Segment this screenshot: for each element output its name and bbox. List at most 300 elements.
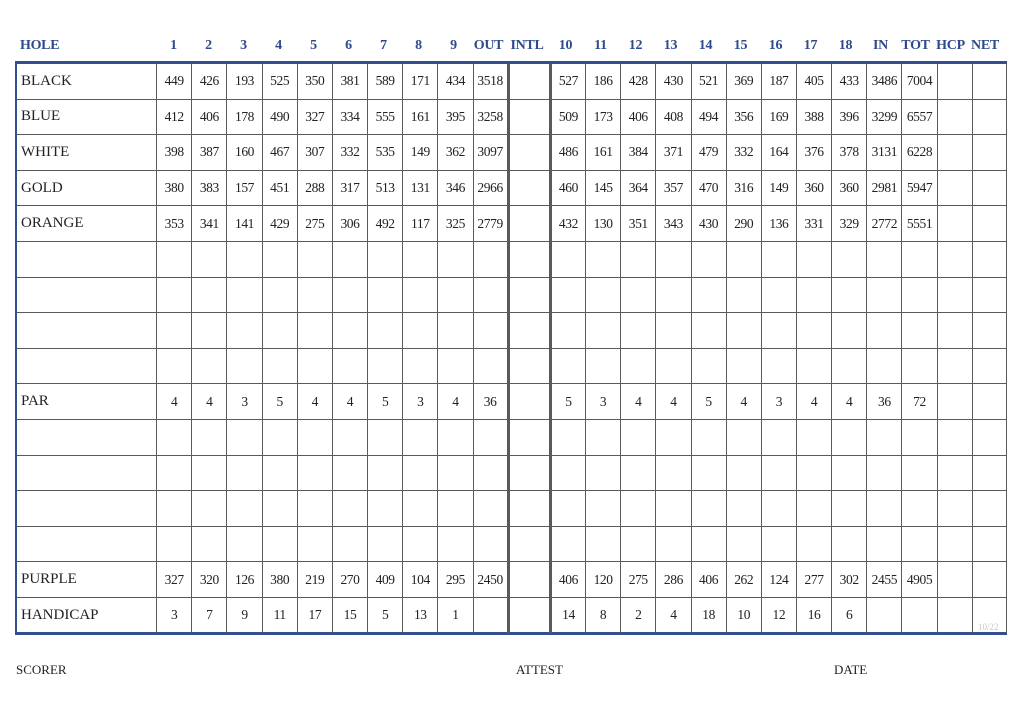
score-cell[interactable]	[508, 562, 550, 598]
score-cell[interactable]	[832, 277, 867, 313]
row-label[interactable]	[16, 455, 157, 491]
score-cell[interactable]	[262, 313, 297, 349]
row-label[interactable]	[16, 348, 157, 384]
score-cell[interactable]	[796, 277, 831, 313]
score-cell[interactable]	[726, 348, 761, 384]
row-label[interactable]	[16, 313, 157, 349]
score-cell[interactable]	[403, 419, 438, 455]
score-cell[interactable]	[726, 241, 761, 277]
score-cell[interactable]	[796, 419, 831, 455]
header-17: 17	[803, 38, 818, 53]
score-cell[interactable]	[937, 491, 972, 527]
score-cell: 3	[403, 384, 438, 420]
score-cell[interactable]	[473, 313, 508, 349]
score-cell[interactable]	[691, 348, 726, 384]
score-cell[interactable]	[621, 277, 656, 313]
score-cell: 331	[796, 206, 831, 242]
score-cell: 486	[550, 135, 585, 171]
score-cell[interactable]	[902, 313, 937, 349]
score-cell[interactable]	[438, 491, 473, 527]
score-cell[interactable]	[726, 491, 761, 527]
score-cell: 302	[832, 562, 867, 598]
score-cell[interactable]	[586, 419, 621, 455]
score-cell[interactable]	[368, 419, 403, 455]
score-cell[interactable]	[972, 170, 1006, 206]
score-cell[interactable]	[867, 277, 902, 313]
score-cell: 193	[227, 64, 262, 99]
score-cell[interactable]	[937, 348, 972, 384]
score-cell[interactable]	[902, 419, 937, 455]
score-cell: 509	[550, 99, 585, 135]
score-cell[interactable]	[586, 526, 621, 562]
score-cell: 290	[726, 206, 761, 242]
score-cell[interactable]	[656, 455, 691, 491]
score-cell[interactable]	[438, 348, 473, 384]
score-cell[interactable]	[297, 491, 332, 527]
score-cell[interactable]	[508, 64, 550, 99]
header-10: 10	[558, 38, 573, 53]
score-cell[interactable]	[902, 348, 937, 384]
score-cell[interactable]	[832, 526, 867, 562]
score-cell[interactable]	[473, 241, 508, 277]
score-cell[interactable]	[192, 277, 227, 313]
score-cell[interactable]	[902, 491, 937, 527]
score-cell[interactable]	[726, 277, 761, 313]
score-cell: 4	[157, 384, 192, 420]
row-label[interactable]	[16, 491, 157, 527]
score-cell[interactable]	[656, 313, 691, 349]
score-cell[interactable]	[867, 348, 902, 384]
score-cell[interactable]	[972, 419, 1006, 455]
score-cell: 467	[262, 135, 297, 171]
score-cell[interactable]	[832, 313, 867, 349]
score-cell[interactable]	[937, 455, 972, 491]
score-cell: 5	[550, 384, 585, 420]
score-cell: 5	[368, 597, 403, 632]
score-cell[interactable]	[726, 455, 761, 491]
score-cell[interactable]	[508, 313, 550, 349]
score-cell[interactable]	[297, 419, 332, 455]
score-cell[interactable]	[368, 491, 403, 527]
score-cell[interactable]	[937, 277, 972, 313]
score-cell[interactable]	[691, 526, 726, 562]
score-cell[interactable]	[473, 419, 508, 455]
score-cell[interactable]	[508, 491, 550, 527]
score-cell: 360	[832, 170, 867, 206]
score-cell[interactable]	[508, 597, 550, 632]
score-cell: 72	[902, 384, 937, 420]
score-cell: 186	[586, 64, 621, 99]
score-cell[interactable]	[473, 597, 508, 632]
score-cell[interactable]	[262, 241, 297, 277]
score-cell[interactable]	[192, 491, 227, 527]
score-cell[interactable]	[586, 348, 621, 384]
score-cell: 4905	[902, 562, 937, 598]
score-cell[interactable]	[621, 526, 656, 562]
score-cell[interactable]	[937, 99, 972, 135]
score-cell: 136	[761, 206, 796, 242]
score-cell[interactable]	[368, 313, 403, 349]
score-cell[interactable]	[867, 491, 902, 527]
score-cell[interactable]	[761, 419, 796, 455]
score-cell[interactable]	[297, 277, 332, 313]
score-cell[interactable]	[832, 491, 867, 527]
score-cell[interactable]	[937, 526, 972, 562]
score-cell[interactable]	[937, 384, 972, 420]
score-cell[interactable]	[972, 491, 1006, 527]
score-cell[interactable]	[508, 277, 550, 313]
score-cell: 14	[550, 597, 585, 632]
score-cell[interactable]	[621, 348, 656, 384]
score-cell: 2772	[867, 206, 902, 242]
score-cell[interactable]	[796, 241, 831, 277]
score-cell: 428	[621, 64, 656, 99]
score-cell: 362	[438, 135, 473, 171]
score-cell[interactable]	[691, 491, 726, 527]
score-cell[interactable]	[972, 455, 1006, 491]
score-cell: 2	[621, 597, 656, 632]
score-cell[interactable]	[796, 526, 831, 562]
score-cell[interactable]	[227, 348, 262, 384]
score-cell[interactable]	[508, 206, 550, 242]
score-cell[interactable]	[761, 455, 796, 491]
score-cell: 380	[262, 562, 297, 598]
score-cell[interactable]	[227, 419, 262, 455]
score-cell[interactable]	[550, 313, 585, 349]
score-cell[interactable]	[832, 348, 867, 384]
score-cell[interactable]	[403, 313, 438, 349]
score-cell[interactable]	[761, 526, 796, 562]
score-cell[interactable]	[691, 419, 726, 455]
score-cell[interactable]	[656, 241, 691, 277]
score-cell[interactable]	[691, 455, 726, 491]
row-orange	[16, 206, 1007, 242]
score-cell[interactable]	[332, 241, 367, 277]
score-cell[interactable]	[656, 419, 691, 455]
score-cell[interactable]	[403, 241, 438, 277]
row-label: WHITE	[16, 135, 157, 171]
score-cell: 288	[297, 170, 332, 206]
score-cell[interactable]	[867, 313, 902, 349]
score-cell[interactable]	[192, 348, 227, 384]
score-cell[interactable]	[972, 384, 1006, 420]
score-cell[interactable]	[508, 241, 550, 277]
score-cell: 16	[796, 597, 831, 632]
score-cell[interactable]	[796, 348, 831, 384]
row-label: BLUE	[16, 99, 157, 135]
score-cell: 4	[438, 384, 473, 420]
score-cell[interactable]	[902, 455, 937, 491]
score-cell: 36	[867, 384, 902, 420]
score-cell: 4	[192, 384, 227, 420]
score-cell[interactable]	[192, 455, 227, 491]
score-cell[interactable]	[972, 526, 1006, 562]
score-cell[interactable]	[297, 241, 332, 277]
score-cell: 369	[726, 64, 761, 99]
score-cell: 10	[726, 597, 761, 632]
score-cell[interactable]	[972, 277, 1006, 313]
header-1: 1	[170, 38, 177, 53]
score-cell: 406	[621, 99, 656, 135]
score-cell[interactable]	[761, 313, 796, 349]
score-cell[interactable]	[297, 313, 332, 349]
header-16: 16	[768, 38, 783, 53]
score-cell[interactable]	[508, 526, 550, 562]
score-cell[interactable]	[157, 491, 192, 527]
score-cell[interactable]	[937, 170, 972, 206]
score-cell[interactable]	[157, 348, 192, 384]
score-cell[interactable]	[332, 491, 367, 527]
score-cell[interactable]	[227, 241, 262, 277]
score-cell[interactable]	[550, 241, 585, 277]
score-cell: 449	[157, 64, 192, 99]
score-cell[interactable]	[550, 277, 585, 313]
score-cell[interactable]	[227, 491, 262, 527]
score-cell[interactable]	[192, 419, 227, 455]
score-cell[interactable]	[867, 455, 902, 491]
score-cell[interactable]	[262, 277, 297, 313]
score-cell[interactable]	[972, 206, 1006, 242]
score-cell[interactable]	[438, 419, 473, 455]
score-cell: 406	[550, 562, 585, 598]
score-cell[interactable]	[508, 384, 550, 420]
score-cell[interactable]	[832, 419, 867, 455]
score-cell: 406	[691, 562, 726, 598]
score-cell[interactable]	[972, 562, 1006, 598]
score-cell[interactable]	[867, 526, 902, 562]
score-cell: 388	[796, 99, 831, 135]
score-cell[interactable]	[262, 348, 297, 384]
row-label[interactable]	[16, 526, 157, 562]
score-cell[interactable]	[867, 597, 902, 632]
attest-label: ATTEST	[516, 662, 563, 677]
score-cell[interactable]	[761, 491, 796, 527]
score-cell[interactable]	[227, 526, 262, 562]
score-cell[interactable]	[508, 455, 550, 491]
score-cell[interactable]	[473, 526, 508, 562]
score-cell[interactable]	[508, 99, 550, 135]
score-cell[interactable]	[157, 455, 192, 491]
score-cell: 334	[332, 99, 367, 135]
header-hcp: HCP	[936, 38, 965, 53]
score-cell[interactable]	[867, 419, 902, 455]
score-cell[interactable]	[192, 526, 227, 562]
blank-row	[16, 313, 1007, 349]
score-cell[interactable]	[368, 348, 403, 384]
score-cell[interactable]	[403, 277, 438, 313]
score-cell[interactable]	[332, 526, 367, 562]
score-cell[interactable]	[937, 206, 972, 242]
score-cell[interactable]	[726, 419, 761, 455]
score-cell[interactable]	[972, 135, 1006, 171]
score-cell[interactable]	[262, 419, 297, 455]
score-cell[interactable]	[656, 277, 691, 313]
score-cell: 387	[192, 135, 227, 171]
score-cell: 479	[691, 135, 726, 171]
score-cell[interactable]	[332, 455, 367, 491]
score-cell[interactable]	[508, 419, 550, 455]
score-cell: 3486	[867, 64, 902, 99]
header-6: 6	[345, 38, 352, 53]
score-cell[interactable]	[832, 455, 867, 491]
score-cell[interactable]	[796, 491, 831, 527]
score-cell[interactable]	[972, 241, 1006, 277]
score-cell[interactable]	[403, 455, 438, 491]
score-cell[interactable]	[832, 241, 867, 277]
score-cell[interactable]	[473, 455, 508, 491]
score-cell[interactable]	[438, 313, 473, 349]
score-cell[interactable]	[972, 313, 1006, 349]
score-cell: 15	[332, 597, 367, 632]
score-cell[interactable]	[157, 419, 192, 455]
score-cell[interactable]	[902, 597, 937, 632]
score-cell[interactable]	[438, 526, 473, 562]
score-cell[interactable]	[761, 277, 796, 313]
score-cell[interactable]	[937, 241, 972, 277]
score-cell[interactable]	[937, 597, 972, 632]
score-cell[interactable]	[473, 348, 508, 384]
header-in: IN	[873, 38, 888, 53]
score-cell[interactable]	[796, 455, 831, 491]
score-cell[interactable]	[227, 277, 262, 313]
score-cell[interactable]	[332, 348, 367, 384]
score-cell[interactable]	[550, 348, 585, 384]
score-cell[interactable]	[332, 277, 367, 313]
score-cell[interactable]	[972, 64, 1006, 99]
score-cell[interactable]	[761, 348, 796, 384]
score-cell[interactable]	[972, 348, 1006, 384]
score-cell[interactable]	[403, 491, 438, 527]
score-cell: 5	[691, 384, 726, 420]
score-cell[interactable]	[761, 241, 796, 277]
score-cell[interactable]	[691, 313, 726, 349]
score-cell[interactable]	[937, 135, 972, 171]
score-cell[interactable]	[550, 455, 585, 491]
score-cell[interactable]	[621, 313, 656, 349]
score-cell[interactable]	[586, 241, 621, 277]
score-cell[interactable]	[656, 526, 691, 562]
score-cell: 157	[227, 170, 262, 206]
score-cell[interactable]	[972, 99, 1006, 135]
score-cell: 494	[691, 99, 726, 135]
score-cell[interactable]	[438, 455, 473, 491]
score-cell[interactable]	[550, 491, 585, 527]
score-cell[interactable]	[902, 241, 937, 277]
score-cell[interactable]	[297, 455, 332, 491]
score-cell[interactable]	[438, 277, 473, 313]
score-cell[interactable]	[937, 562, 972, 598]
score-cell[interactable]	[937, 419, 972, 455]
score-cell[interactable]	[621, 241, 656, 277]
score-cell: 527	[550, 64, 585, 99]
score-cell[interactable]	[192, 313, 227, 349]
score-cell[interactable]	[262, 491, 297, 527]
score-cell: 351	[621, 206, 656, 242]
score-cell[interactable]	[157, 526, 192, 562]
score-cell[interactable]	[368, 526, 403, 562]
score-cell[interactable]	[403, 526, 438, 562]
score-cell[interactable]	[586, 491, 621, 527]
score-cell[interactable]	[550, 526, 585, 562]
score-cell[interactable]	[656, 491, 691, 527]
score-cell[interactable]	[368, 277, 403, 313]
row-label[interactable]	[16, 277, 157, 313]
score-cell[interactable]	[332, 419, 367, 455]
score-cell[interactable]	[438, 241, 473, 277]
header-3: 3	[240, 38, 247, 53]
score-cell[interactable]	[726, 313, 761, 349]
score-cell[interactable]	[508, 170, 550, 206]
score-cell: 521	[691, 64, 726, 99]
score-cell[interactable]	[796, 313, 831, 349]
score-cell[interactable]	[508, 348, 550, 384]
score-cell[interactable]	[157, 241, 192, 277]
row-white	[16, 135, 1007, 171]
score-cell[interactable]	[157, 313, 192, 349]
score-cell: 4	[656, 597, 691, 632]
score-cell: 513	[368, 170, 403, 206]
score-cell[interactable]	[297, 348, 332, 384]
score-cell[interactable]	[726, 526, 761, 562]
score-cell[interactable]	[550, 419, 585, 455]
score-cell[interactable]	[473, 491, 508, 527]
score-cell[interactable]	[297, 526, 332, 562]
score-cell[interactable]	[586, 277, 621, 313]
score-cell[interactable]	[691, 241, 726, 277]
score-cell: 5	[368, 384, 403, 420]
score-cell[interactable]	[691, 277, 726, 313]
score-cell[interactable]	[473, 277, 508, 313]
score-cell[interactable]	[368, 241, 403, 277]
score-cell: 430	[691, 206, 726, 242]
row-gold	[16, 170, 1007, 206]
scorecard	[15, 61, 1007, 635]
row-label[interactable]	[16, 419, 157, 455]
score-cell[interactable]	[262, 455, 297, 491]
header-7: 7	[380, 38, 387, 53]
score-cell[interactable]	[586, 313, 621, 349]
score-cell: 6	[832, 597, 867, 632]
score-cell[interactable]	[192, 241, 227, 277]
score-cell[interactable]	[508, 135, 550, 171]
score-cell[interactable]	[902, 526, 937, 562]
score-cell[interactable]	[621, 419, 656, 455]
header-4: 4	[275, 38, 282, 53]
score-cell[interactable]	[937, 64, 972, 99]
score-cell[interactable]	[867, 241, 902, 277]
score-cell[interactable]	[902, 277, 937, 313]
score-cell: 4	[656, 384, 691, 420]
score-cell: 405	[796, 64, 831, 99]
score-cell: 384	[621, 135, 656, 171]
score-cell[interactable]	[621, 455, 656, 491]
score-cell[interactable]	[368, 455, 403, 491]
score-cell[interactable]	[227, 313, 262, 349]
score-cell[interactable]	[621, 491, 656, 527]
row-label[interactable]	[16, 241, 157, 277]
header-15: 15	[733, 38, 748, 53]
score-cell[interactable]	[656, 348, 691, 384]
score-cell: 426	[192, 64, 227, 99]
score-cell[interactable]	[227, 455, 262, 491]
score-cell: 380	[157, 170, 192, 206]
score-cell[interactable]	[332, 313, 367, 349]
score-cell[interactable]	[586, 455, 621, 491]
score-cell[interactable]	[157, 277, 192, 313]
score-cell[interactable]	[403, 348, 438, 384]
score-cell[interactable]	[262, 526, 297, 562]
score-cell[interactable]	[937, 313, 972, 349]
